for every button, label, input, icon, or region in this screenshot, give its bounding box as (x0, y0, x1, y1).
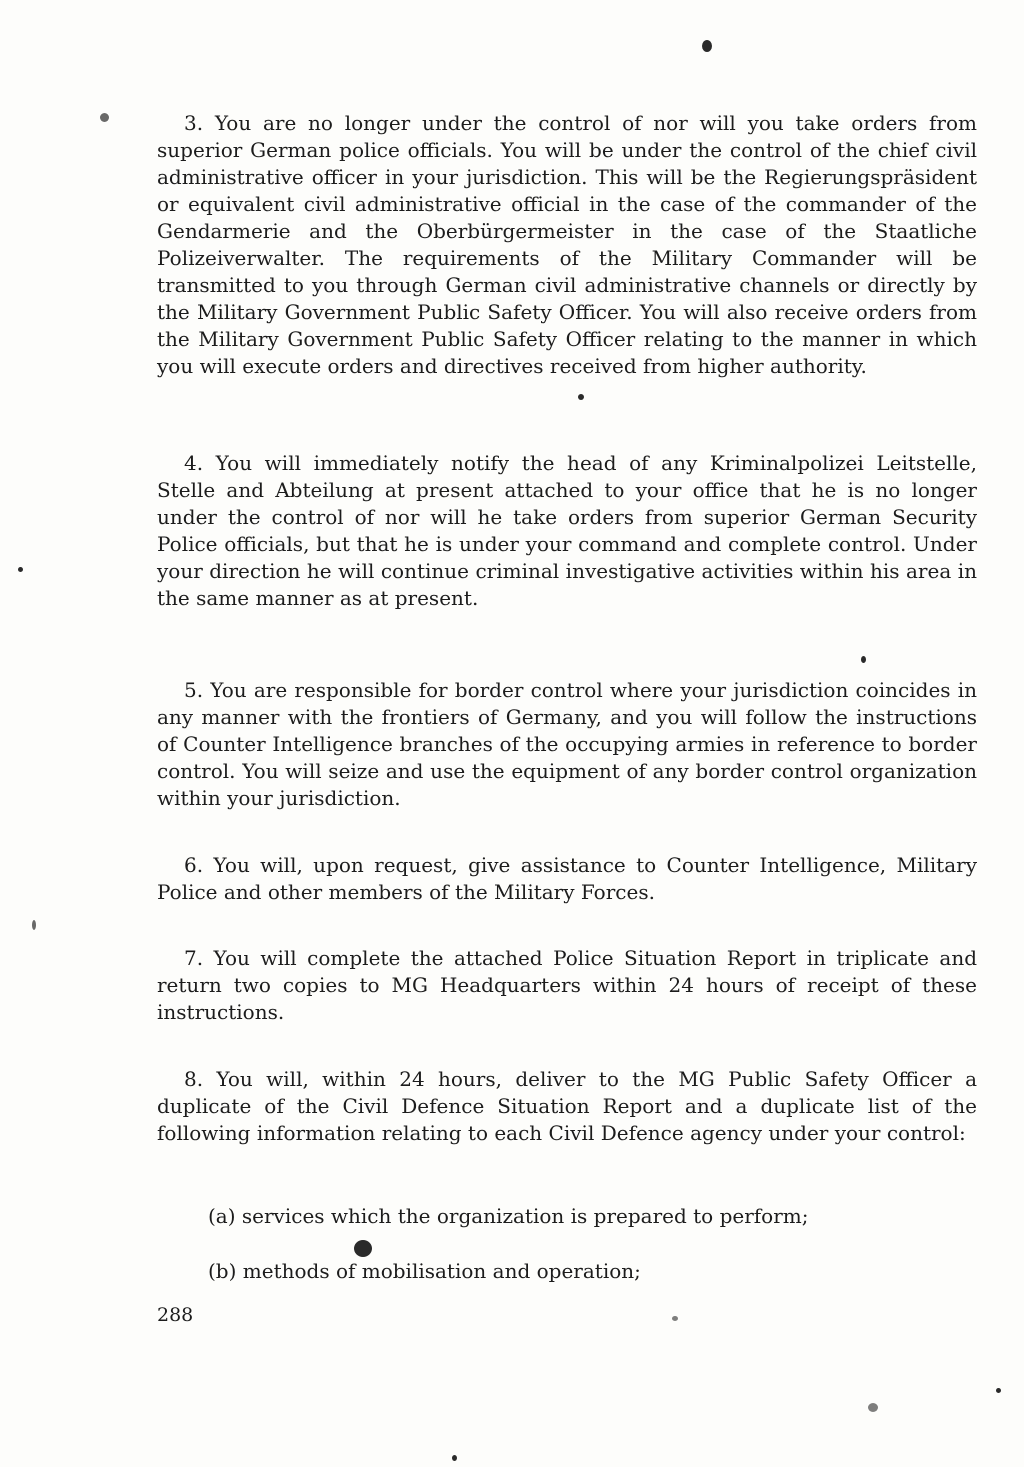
paragraph-text: 6. You will, upon request, give assistance to Counter Intelligence, Military Police and other members of the Military Forces. (157, 853, 977, 904)
ink-speck (100, 113, 109, 122)
paragraph-text: 4. You will immediately notify the head of any Kriminalpolizei Leitstelle, Stelle and Abteilung at present attached to your office that he is no longer under the control of nor will he take orders from superior German Security Police officials, but that he is under your command and complete control. Under your direction he will continue criminal investigative activities within his area in the same manner as at present. (157, 451, 977, 610)
ink-speck (861, 656, 866, 663)
sub-item-a: (a) services which the organization is prepared to perform; (208, 1204, 809, 1228)
ink-speck (702, 40, 712, 52)
ink-speck (32, 920, 36, 930)
paragraph-text: 5. You are responsible for border control where your jurisdiction coincides in any manner with the frontiers of Germany, and you will follow the instructions of Counter Intelligence branches of the occupying armies in reference to border control. You will seize and use the equipment of any border control organization within your jurisdiction. (157, 678, 977, 810)
paragraph-text: 8. You will, within 24 hours, deliver to the MG Public Safety Officer a duplicate of the Civil Defence Situation Report and a duplicate list of the following information relating to each Civil Defence agency under your control: (157, 1067, 977, 1145)
paragraph-6 (157, 852, 977, 906)
page-number: 288 (157, 1304, 194, 1326)
ink-speck (18, 567, 23, 572)
paragraph-4 (157, 450, 977, 612)
sub-item-b: (b) methods of mobilisation and operation; (208, 1259, 641, 1283)
ink-speck (452, 1455, 457, 1461)
ink-speck (996, 1388, 1001, 1393)
paragraph-8 (157, 1066, 977, 1147)
paragraph-text: 3. You are no longer under the control of nor will you take orders from superior German police officials. You will be under the control of the chief civil administrative officer in your jurisdiction. This will be the Regierungspräsident or equivalent civil administrative official in the case of the commander of the Gendarmerie and the Oberbürgermeister in the case of the Staatliche Polizeiverwalter. The requirements of the Military Commander will be transmitted to you through German civil administrative channels or directly by the Military Government Public Safety Officer. You will also receive orders from the Military Government Public Safety Officer relating to the manner in which you will execute orders and directives received from higher authority. (157, 111, 977, 378)
paragraph-7 (157, 945, 977, 1026)
ink-speck (578, 394, 584, 400)
paragraph-5 (157, 677, 977, 812)
paragraph-text: 7. You will complete the attached Police Situation Report in triplicate and return two copies to MG Headquarters within 24 hours of receipt of these instructions. (157, 946, 977, 1024)
ink-speck (354, 1240, 372, 1257)
paragraph-3 (157, 110, 977, 380)
ink-speck (672, 1316, 678, 1321)
ink-speck (868, 1403, 878, 1412)
